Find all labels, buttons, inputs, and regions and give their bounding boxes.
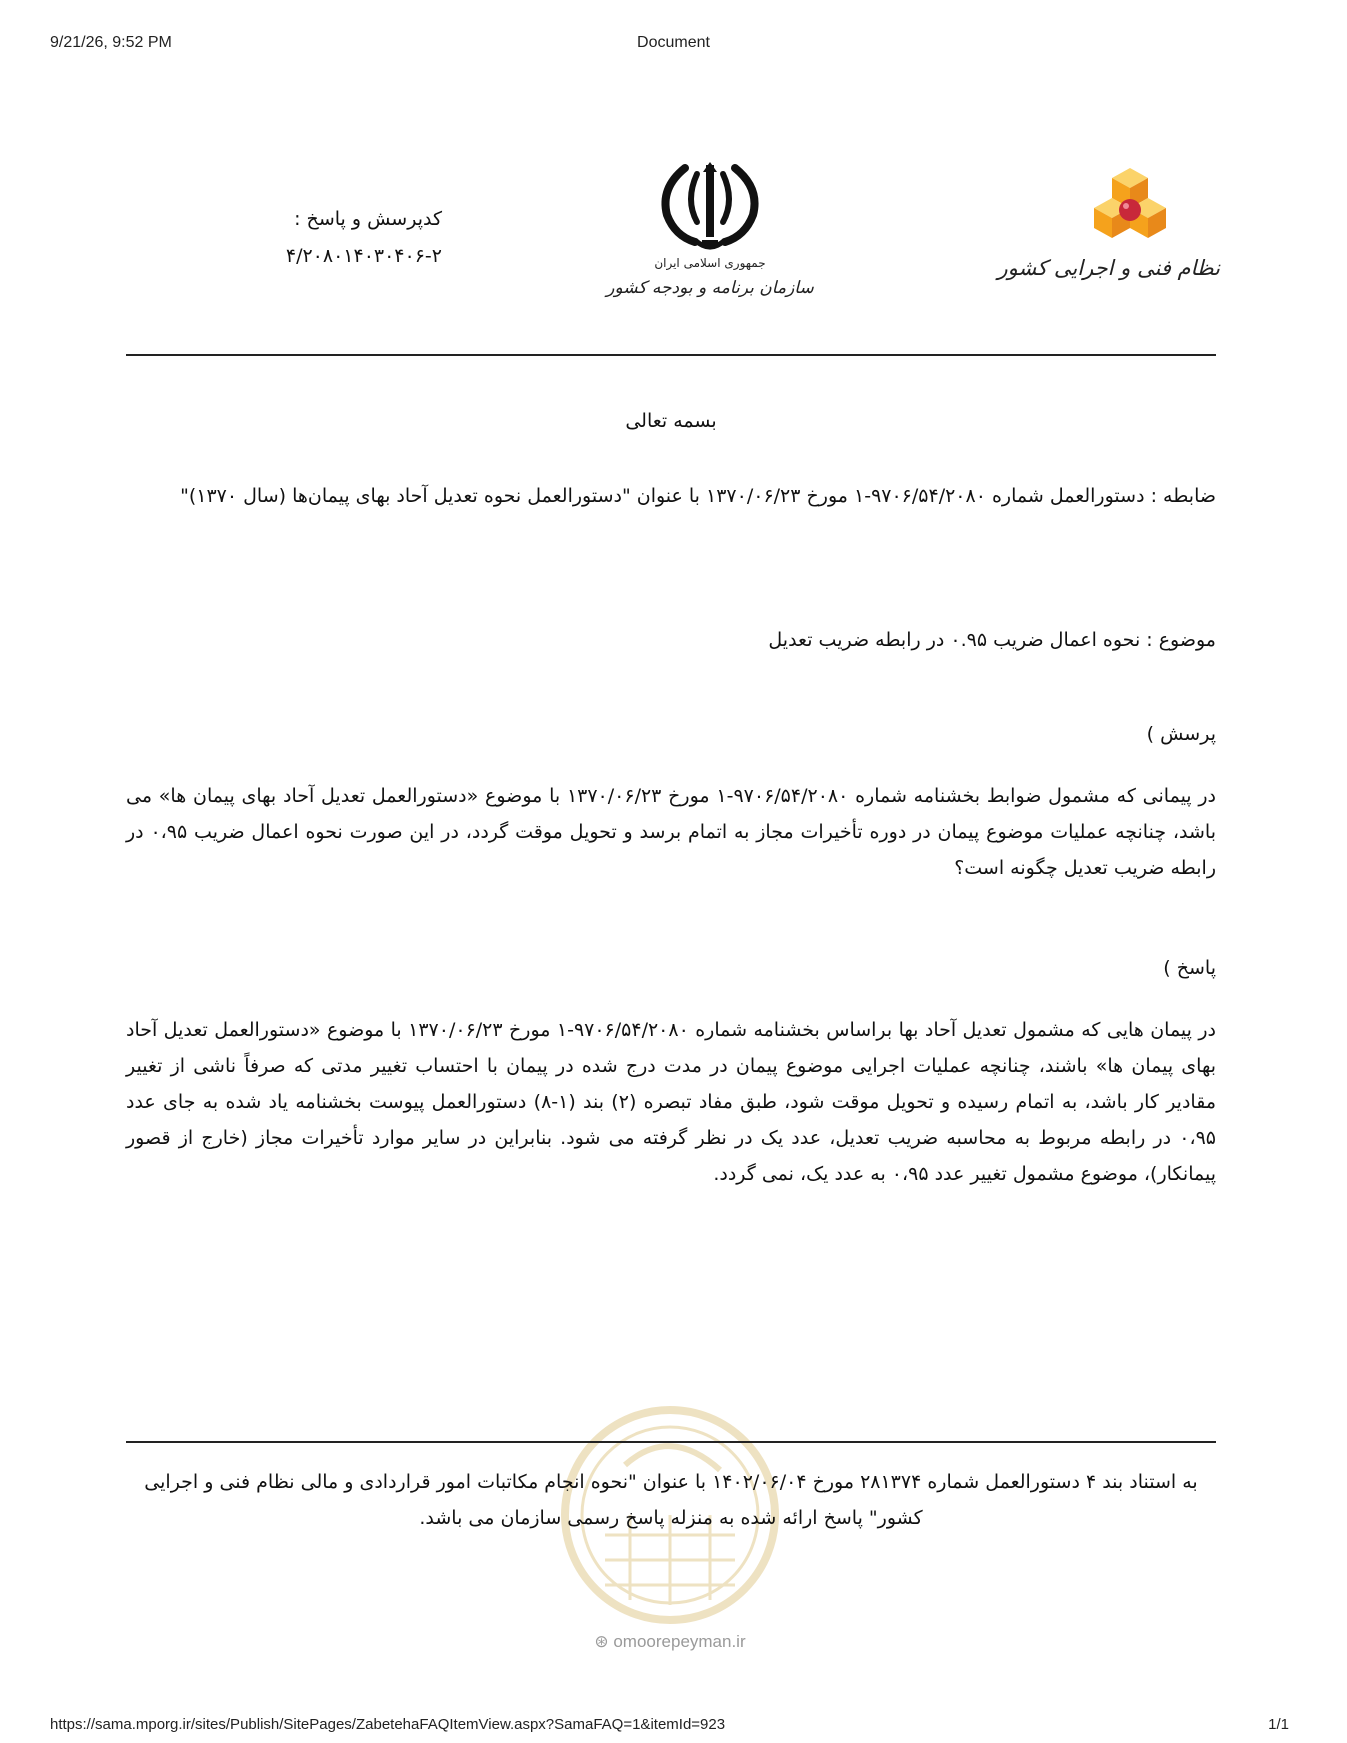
print-datetime: 9/21/26, 9:52 PM [50, 34, 172, 51]
question-heading: پرسش ) [1146, 723, 1216, 745]
qa-code-value: ۴/۲۰۸۰۱۴۰۳۰۴۰۶-۲ [285, 245, 442, 267]
footer-statement: به استناد بند ۴ دستورالعمل شماره ۲۸۱۳۷۴ مورخ ۱۴۰۲/۰۶/۰۴ با عنوان "نحوه انجام مکاتبات امور قراردادی و مالی نظام فنی و اجرایی کشور" پاسخ ارائه شده به منزله پاسخ رسمی سازمان می باشد. [144, 1471, 1198, 1529]
print-document-title: Document [637, 34, 710, 51]
footer-divider [126, 1441, 1216, 1443]
emblem-caption-country: جمهوری اسلامی ایران [654, 256, 766, 270]
emblem-icon [625, 160, 795, 255]
answer-heading: پاسخ ) [1163, 957, 1216, 979]
question-text: در پیمانی که مشمول ضوابط بخشنامه شماره ۹۷۰۶/۵۴/۲۰۸۰-۱ مورخ ۱۳۷۰/۰۶/۲۳ با موضوع «دستورالعمل تعدیل آحاد بهای پیمان ها» می باشد، چنانچه عملیات موضوع پیمان در دوره تأخیرات مجاز به اتمام برسد و تحویل موقت گردد، در این صورت نحوه اعمال ضریب ۰،۹۵ در رابطه ضریب تعدیل چگونه است؟ [126, 785, 1217, 879]
print-page-number: 1/1 [1268, 1716, 1289, 1733]
qa-code-label: کدپرسش و پاسخ : [294, 208, 442, 230]
nezam-fani-logo [997, 160, 1220, 300]
salutation: بسمه تعالی [625, 410, 717, 432]
regulation-reference: ضابطه : دستورالعمل شماره ۹۷۰۶/۵۴/۲۰۸۰-۱ مورخ ۱۳۷۰/۰۶/۲۳ با عنوان "دستورالعمل نحوه تعدیل آحاد بهای پیمان‌ها (سال ۱۳۷۰)" [180, 485, 1216, 507]
watermark-site-label: omoorepeyman.ir [613, 1632, 746, 1651]
emblem-caption-organization: سازمان برنامه و بودجه کشور [606, 278, 814, 298]
print-url[interactable]: https://sama.mporg.ir/sites/Publish/SitePages/ZabetehaFAQItemView.aspx?SamaFAQ=1&itemId=923 [50, 1716, 726, 1733]
watermark-globe-icon: ⊛ [594, 1632, 609, 1651]
iran-emblem-logo [600, 160, 820, 310]
answer-text: در پیمان هایی که مشمول تعدیل آحاد بها براساس بخشنامه شماره ۹۷۰۶/۵۴/۲۰۸۰-۱ مورخ ۱۳۷۰/۰۶/۲۳ با موضوع «دستورالعمل تعدیل آحاد بهای پیمان ها» باشند، چنانچه عملیات اجرایی موضوع پیمان در مدت درج شده در پیمان با احتساب تغییر مدتی که صرفاً ناشی از تغییر مقادیر کار باشد، به اتمام رسیده و تحویل موقت شود، طبق مفاد تبصره (۲) بند (۱-۸) دستورالعمل پیوست بخشنامه یاد شده به جای عدد ۰،۹۵ در رابطه مربوط به محاسبه ضریب تعدیل، عدد یک در نظر گرفته می شود. بنابراین در سایر موارد تأخیرات مجاز (خارج از قصور پیمانکار)، موضوع مشمول تغییر عدد ۰،۹۵ به عدد یک، نمی گردد. [126, 1019, 1216, 1185]
header-divider [126, 354, 1216, 356]
subject-line: موضوع : نحوه اعمال ضریب ۰.۹۵ در رابطه ضریب تعدیل [768, 629, 1216, 651]
nezam-fani-logo-text: نظام فنی و اجرایی کشور [997, 256, 1220, 280]
watermark-site [545, 1632, 795, 1652]
cube-pyramid-icon [1040, 160, 1220, 250]
